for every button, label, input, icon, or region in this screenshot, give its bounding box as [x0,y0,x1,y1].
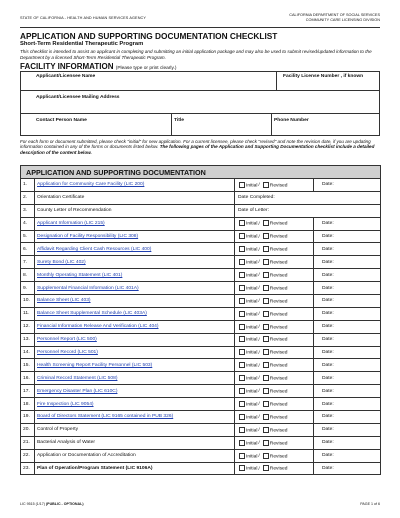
document-link[interactable]: Application for Community Care Facility (LIC 200) [37,182,145,188]
facility-note: (Please type or print clearly.) [115,66,177,71]
facility-row-contact [20,114,380,136]
mailing-address-field[interactable] [21,91,381,113]
status-separator: / [258,286,260,292]
status-separator: / [258,273,260,279]
document-name-cell [35,346,235,359]
document-name-cell [35,411,235,424]
revised-checkbox[interactable] [263,465,269,471]
page-number: PAGE 1 of 6 [360,502,380,506]
status-separator: / [258,440,260,446]
revision-date-field[interactable]: Date: [314,423,381,436]
revised-label: Revised [269,260,288,266]
document-link[interactable]: Criminal Record Statement (LIC 508) [37,375,118,381]
table-row [21,256,381,269]
status-cell [235,398,314,411]
table-row [21,217,381,230]
revised-checkbox[interactable] [263,220,269,226]
status-separator: / [258,363,260,369]
revised-label: Revised [269,466,288,472]
status-cell [235,320,314,333]
row-number: 18. [21,398,35,411]
initial-checkbox[interactable] [239,349,245,355]
facility-heading-text: FACILITY INFORMATION [20,62,114,71]
license-number-field[interactable] [276,72,381,90]
document-name-cell [35,217,235,230]
status-cell [235,256,314,269]
document-name-cell [35,449,235,462]
table-row [21,243,381,256]
table-heading-row [21,166,381,179]
phone-field[interactable] [271,114,381,135]
revised-label: Revised [269,440,288,446]
revised-checkbox[interactable] [263,233,269,239]
revision-date-field[interactable]: Date: [314,179,381,192]
initial-label: Initial [246,466,258,472]
revised-label: Revised [269,376,288,382]
initial-label: Initial [246,183,258,189]
initial-label: Initial [246,234,258,240]
revision-date-field[interactable]: Date: [314,372,381,385]
document-link[interactable]: Applicant Information (LIC 215) [37,221,105,227]
table-row [21,359,381,372]
table-row [21,398,381,411]
initial-label: Initial [246,247,258,253]
document-link[interactable]: Fire Inspection (LIC 9054) [37,401,94,407]
revised-label: Revised [269,221,288,227]
revised-label: Revised [269,273,288,279]
revised-label: Revised [269,453,288,459]
status-cell [235,217,314,230]
initial-checkbox[interactable] [239,465,245,471]
row-number: 7. [21,256,35,269]
row-number: 2. [21,191,35,204]
table-row [21,411,381,424]
document-name-cell [35,385,235,398]
revision-date-field[interactable]: Date: [314,295,381,308]
revised-checkbox[interactable] [263,440,269,446]
document-link[interactable]: Board of Directors Statement (LIC 9165 contained in PUB 326) [37,414,174,420]
state-agency-label: STATE OF CALIFORNIA - HEALTH AND HUMAN SERVICES AGENCY [20,16,147,20]
status-cell [235,179,314,192]
revision-date-field[interactable]: Date: [314,398,381,411]
initial-label: Initial [246,350,258,356]
document-link[interactable]: Personnel Report (LIC 500) [37,337,97,343]
table-row [21,333,381,346]
revision-date-field[interactable]: Date: [314,282,381,295]
document-link[interactable]: Supplemental Financial Information (LIC 401A) [37,285,139,291]
revised-label: Revised [269,299,288,305]
status-cell [235,436,314,449]
date-of-letter-field[interactable]: Date of Letter: [235,204,381,217]
table-row [21,462,381,475]
initial-checkbox[interactable] [239,453,245,459]
status-separator: / [258,234,260,240]
initial-checkbox[interactable] [239,285,245,291]
revision-date-field[interactable]: Date: [314,436,381,449]
revised-label: Revised [269,286,288,292]
initial-label: Initial [246,376,258,382]
status-separator: / [258,402,260,408]
initial-label: Initial [246,453,258,459]
table-row [21,191,381,204]
document-link[interactable]: Designation of Facility Responsibility (LIC 308) [37,234,139,239]
status-cell [235,372,314,385]
revised-checkbox[interactable] [263,362,269,368]
status-separator: / [258,389,260,395]
initial-checkbox[interactable] [239,401,245,407]
status-cell [235,269,314,282]
status-separator: / [258,350,260,356]
revised-checkbox[interactable] [263,388,269,394]
revised-checkbox[interactable] [263,336,269,342]
status-separator: / [258,466,260,472]
revised-label: Revised [269,363,288,369]
initial-label: Initial [246,312,258,317]
table-row [21,204,381,217]
document-name-cell [35,423,235,436]
initial-label: Initial [246,402,258,408]
document-name: Plan of Operation/Program Statement (LIC 9106A) [37,466,153,472]
row-number: 13. [21,333,35,346]
status-separator: / [258,453,260,459]
revised-label: Revised [269,324,288,330]
row-number: 19. [21,411,35,424]
status-cell [235,295,314,308]
instructions-text [20,139,380,155]
document-name-cell [35,320,235,333]
status-cell [235,359,314,372]
initial-checkbox[interactable] [239,182,245,188]
document-name-cell [35,269,235,282]
document-name-cell [35,282,235,295]
page-title: APPLICATION AND SUPPORTING DOCUMENTATION CHECKLIST [20,31,278,41]
revision-date-field[interactable]: Date: [314,269,381,282]
document-name: Application or Documentation of Accreditation [37,453,136,459]
revised-label: Revised [269,402,288,408]
documentation-table [20,165,381,475]
row-number: 22. [21,449,35,462]
agency-header [20,13,380,28]
table-row [21,179,381,192]
initial-checkbox[interactable] [239,375,245,381]
revised-checkbox[interactable] [263,182,269,188]
initial-label: Initial [246,415,258,421]
status-separator: / [258,221,260,227]
revised-label: Revised [269,337,288,343]
initial-checkbox[interactable] [239,311,245,317]
document-link[interactable]: Health Screening Report Facility Personnel (LIC 503) [37,362,153,368]
table-row [21,385,381,398]
status-cell [235,333,314,346]
document-name: Control of Property [37,427,79,433]
row-number: 14. [21,346,35,359]
status-cell [235,346,314,359]
revised-checkbox[interactable] [263,401,269,407]
revised-checkbox[interactable] [263,298,269,304]
document-name: Bacterial Analysis of Water [37,440,95,446]
revision-date-field[interactable]: Date: [314,307,381,320]
revised-checkbox[interactable] [263,375,269,381]
initial-label: Initial [246,260,258,266]
revised-label: Revised [269,389,288,395]
form-number: LIC 9515 (1/17) [20,502,45,506]
status-cell [235,423,314,436]
initial-label: Initial [246,324,258,330]
initial-checkbox[interactable] [239,220,245,226]
document-link[interactable]: Balance Sheet Supplemental Schedule (LIC 403A) [37,311,147,317]
status-cell [235,411,314,424]
form-type: (PUBLIC - OPTIONAL) [45,502,84,506]
revision-date-field[interactable]: Date: [314,449,381,462]
revision-date-field[interactable]: Date: [314,346,381,359]
row-number: 5. [21,230,35,243]
status-cell [235,230,314,243]
document-name-cell [35,230,235,243]
document-name-cell [35,462,235,475]
applicant-name-label: Applicant/Licensee Name [36,74,96,79]
initial-checkbox[interactable] [239,246,245,252]
document-name-cell [35,372,235,385]
initial-label: Initial [246,273,258,279]
intro-text: This checklist is intended to assist an applicant in completing and submitting an initial application package and may also be used to submit revised/updated information to the Department by a licensed Short-Term Residential Therapeutic Program. [20,49,372,60]
status-separator: / [258,312,260,317]
table-row [21,295,381,308]
status-separator: / [258,428,260,434]
instructions-bold: The following pages of the Application and Supporting Documentation checklist include a detailed description of the content below. [20,144,375,155]
initial-label: Initial [246,363,258,369]
contact-name-label: Contact Person Name [36,118,87,123]
facility-row-name [20,71,380,91]
revision-date-field[interactable]: Date: [314,243,381,256]
revision-date-field[interactable]: Date: [314,411,381,424]
status-separator: / [258,260,260,266]
initial-label: Initial [246,428,258,434]
status-separator: / [258,337,260,343]
table-row [21,269,381,282]
table-row [21,449,381,462]
document-link[interactable]: Surety Bond (LIC 402) [37,259,86,265]
document-name-cell [35,256,235,269]
document-name-cell [35,359,235,372]
status-separator: / [258,324,260,330]
status-separator: / [258,415,260,421]
status-cell [235,385,314,398]
revised-checkbox[interactable] [263,349,269,355]
revised-label: Revised [269,428,288,434]
department-line: CALIFORNIA DEPARTMENT OF SOCIAL SERVICES [289,13,380,17]
license-number-label: Facility License Number , if known [283,74,364,79]
status-separator: / [258,183,260,189]
status-cell [235,282,314,295]
revision-date-field[interactable]: Date: [314,385,381,398]
revised-label: Revised [269,247,288,253]
initial-label: Initial [246,286,258,292]
document-name-cell [35,191,235,204]
status-cell [235,307,314,320]
initial-checkbox[interactable] [239,324,245,330]
row-number: 16. [21,372,35,385]
revised-checkbox[interactable] [263,427,269,433]
table-row [21,307,381,320]
revised-label: Revised [269,350,288,356]
row-number: 15. [21,359,35,372]
table-row [21,320,381,333]
initial-checkbox[interactable] [239,388,245,394]
initial-checkbox[interactable] [239,414,245,420]
initial-checkbox[interactable] [239,233,245,239]
revised-checkbox[interactable] [263,311,269,317]
table-heading: APPLICATION AND SUPPORTING DOCUMENTATION [21,166,381,179]
row-number: 12. [21,320,35,333]
initial-checkbox[interactable] [239,362,245,368]
document-name-cell [35,179,235,192]
table-row [21,436,381,449]
status-separator: / [258,247,260,253]
facility-info-heading [20,62,176,71]
facility-row-address [20,91,380,114]
revision-date-field[interactable]: Date: [314,217,381,230]
applicant-name-field[interactable] [21,72,276,90]
status-cell [235,243,314,256]
document-name-cell [35,398,235,411]
status-cell [235,462,314,475]
revision-date-field[interactable]: Date: [314,256,381,269]
initial-checkbox[interactable] [239,272,245,278]
initial-label: Initial [246,337,258,343]
contact-name-field[interactable] [21,114,171,135]
table-row [21,423,381,436]
document-link[interactable]: Financial Information Release And Verification (LIC 404) [37,324,159,330]
row-number: 6. [21,243,35,256]
revision-date-field[interactable]: Date: [314,359,381,372]
revision-date-field[interactable]: Date: [314,320,381,333]
document-link[interactable]: Affidavit Regarding Client Cash Resources (LIC 400) [37,246,152,252]
revised-label: Revised [269,312,288,317]
revised-checkbox[interactable] [263,324,269,330]
mailing-address-label: Applicant/Licensee Mailing Address [36,95,120,100]
table-row [21,282,381,295]
row-number: 23. [21,462,35,475]
row-number: 4. [21,217,35,230]
revision-date-field[interactable]: Date: [314,462,381,475]
row-number: 10. [21,295,35,308]
title-field[interactable] [171,114,271,135]
initial-checkbox[interactable] [239,427,245,433]
revised-label: Revised [269,234,288,240]
document-name-cell [35,243,235,256]
date-completed-field[interactable]: Date Completed: [235,191,381,204]
document-name-cell [35,204,235,217]
department-label [289,13,380,23]
initial-label: Initial [246,299,258,305]
revised-checkbox[interactable] [263,246,269,252]
document-link[interactable]: Balance Sheet (LIC 403) [37,298,91,304]
division-line: COMMUNITY CARE LICENSING DIVISION [305,18,380,22]
row-number: 8. [21,269,35,282]
revised-checkbox[interactable] [263,272,269,278]
document-link[interactable]: Personnel Record (LIC 501) [37,350,98,356]
initial-label: Initial [246,440,258,446]
initial-checkbox[interactable] [239,336,245,342]
row-number: 21. [21,436,35,449]
phone-label: Phone Number [274,118,309,123]
initial-label: Initial [246,389,258,395]
row-number: 1. [21,179,35,192]
row-number: 17. [21,385,35,398]
document-name-cell [35,333,235,346]
revised-label: Revised [269,183,288,189]
revised-label: Revised [269,415,288,421]
table-row [21,230,381,243]
table-row [21,372,381,385]
row-number: 3. [21,204,35,217]
instructions-body: For each form or document submitted, please check "initial" for new application. For a current licensee, please check "revised" and note the revision date, if you are updating information contained in any of the forms or documents listed below. [20,139,371,150]
page-subtitle: Short-Term Residential Therapeutic Program [20,41,144,47]
title-label: Title [174,118,184,123]
row-number: 9. [21,282,35,295]
document-name: County Letter of Recommendation [37,208,112,214]
table-row [21,346,381,359]
document-name: Orientation Certificate [37,195,85,201]
document-link[interactable]: Monthly Operating Statement (LIC 401) [37,272,123,278]
document-name-cell [35,436,235,449]
revised-checkbox[interactable] [263,259,269,265]
row-number: 20. [21,423,35,436]
revision-date-field[interactable]: Date: [314,333,381,346]
form-id [20,502,84,506]
status-separator: / [258,299,260,305]
revised-checkbox[interactable] [263,453,269,459]
row-number: 11. [21,307,35,320]
initial-label: Initial [246,221,258,227]
initial-checkbox[interactable] [239,259,245,265]
document-name-cell [35,295,235,308]
revised-checkbox[interactable] [263,414,269,420]
initial-checkbox[interactable] [239,298,245,304]
initial-checkbox[interactable] [239,440,245,446]
status-separator: / [258,376,260,382]
document-link[interactable]: Emergency Disaster Plan (LIC 610C) [37,388,118,394]
document-name-cell [35,307,235,320]
status-cell [235,449,314,462]
revision-date-field[interactable]: Date: [314,230,381,243]
revised-checkbox[interactable] [263,285,269,291]
